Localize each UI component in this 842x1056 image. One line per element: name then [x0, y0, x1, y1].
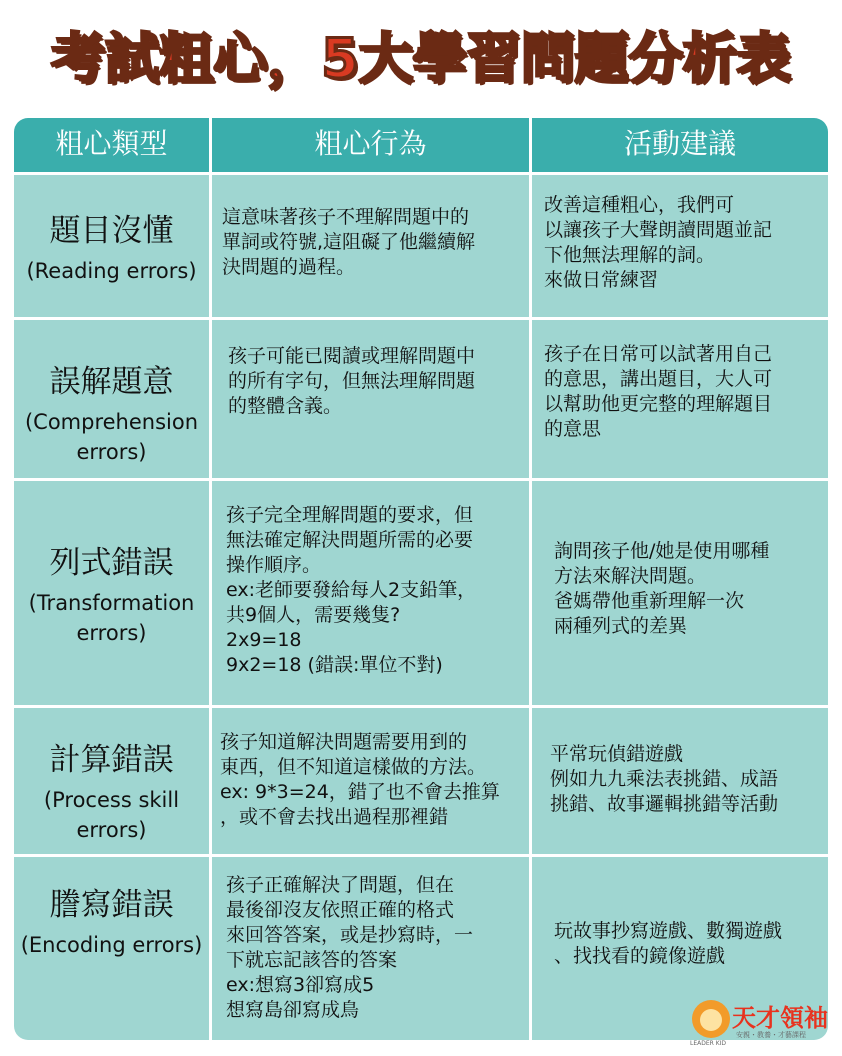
type-en: (Encoding errors) [20, 933, 203, 957]
table-row-suggestion: 孩子在日常可以試著用自己 的意思，講出題目，大人可 以幫助他更完整的理解題目 的意思 [532, 320, 828, 478]
table-row-suggestion: 平常玩偵錯遊戲 例如九九乘法表挑錯、成語 挑錯、故事邏輯挑錯等活動 [532, 708, 828, 854]
type-zh: 列式錯誤 [49, 545, 174, 581]
table-row-behavior: 孩子可能已閱讀或理解問題中 的所有字句，但無法理解問題 的整體含義。 [212, 320, 529, 478]
table-row-suggestion: 詢問孩子他/她是使用哪種 方法來解決問題。 爸媽帶他重新理解一次 兩種列式的差異 [532, 481, 828, 705]
type-zh: 題目沒懂 [49, 213, 174, 249]
brand-subtitle: 安親・教養・才藝課程 [736, 1031, 806, 1039]
type-zh: 計算錯誤 [49, 742, 174, 778]
table-row-behavior: 孩子知道解決問題需要用到的 東西，但不知道這樣做的方法。 ex: 9*3=24，錯了也不會去推算 ，或不會去找出過程那裡錯 [212, 708, 529, 854]
lion-face-icon [692, 1000, 730, 1038]
table-row-suggestion: 改善這種粗心，我們可 以讓孩子大聲朗讀問題並記 下他無法理解的詞。 來做日常練習 [532, 175, 828, 317]
header-suggestion: 活動建議 [532, 118, 828, 172]
table-row-suggestion: 玩故事抄寫遊戲、數獨遊戲 、找找看的鏡像遊戲 [532, 857, 828, 1040]
brand-english: LEADER KID [690, 1040, 727, 1047]
table-row-type [14, 708, 209, 854]
table-row-behavior: 孩子正確解決了問題，但在 最後卻沒友依照正確的格式 來回答答案，或是抄寫時，一 下就忘記該答的答案 ex:想寫3卻寫成5 想寫島卻寫成鳥 [212, 857, 529, 1040]
type-en: (Process skill errors) [43, 788, 180, 842]
table-row-type [14, 857, 209, 1040]
table-row-type [14, 481, 209, 705]
type-en: (Comprehension errors) [24, 410, 199, 464]
type-zh: 謄寫錯誤 [49, 887, 174, 923]
page-title: 考試粗心，5大學習問題分析表 [51, 27, 791, 90]
type-en: (Reading errors) [26, 259, 197, 283]
type-zh: 誤解題意 [49, 364, 174, 400]
brand-name: 天才領袖 [732, 1004, 828, 1032]
table-row-type [14, 175, 209, 317]
table-row-type [14, 320, 209, 478]
brand-logo [688, 998, 828, 1050]
type-en: (Transformation errors) [28, 591, 195, 645]
table-row-behavior: 孩子完全理解問題的要求，但 無法確定解決問題所需的必要 操作順序。 ex:老師要發給每人2支鉛筆， 共9個人，需要幾隻? 2x9=18 9x2=18 (錯誤:單位不對) [212, 481, 529, 705]
header-behavior: 粗心行為 [212, 118, 529, 172]
analysis-table [14, 118, 828, 1040]
table-row-behavior: 這意味著孩子不理解問題中的 單詞或符號,這阻礙了他繼續解 決問題的過程。 [212, 175, 529, 317]
header-type: 粗心類型 [14, 118, 209, 172]
